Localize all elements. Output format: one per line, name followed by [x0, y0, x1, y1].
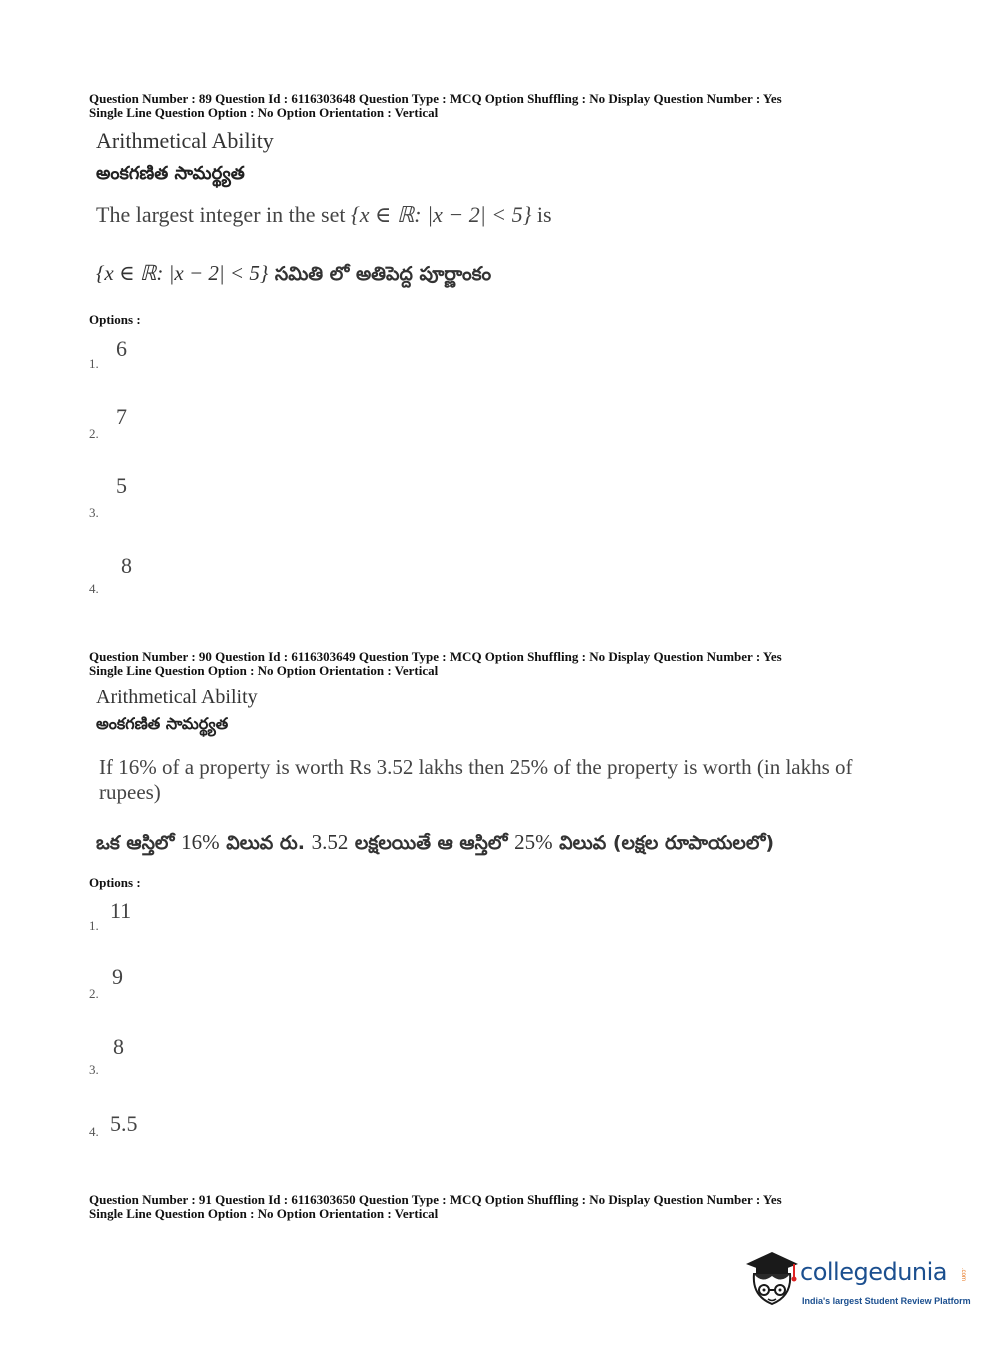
- question-90-te-part2: 16%: [181, 830, 220, 854]
- question-90-option-3[interactable]: 8: [113, 1034, 124, 1059]
- question-89-option-2[interactable]: 7: [116, 404, 127, 429]
- question-90-te-part6: 25%: [514, 830, 553, 854]
- question-90-option-2-number: 2.: [89, 986, 99, 1001]
- question-89-text-en-prefix: The largest integer in the set: [96, 202, 351, 227]
- question-89-te-set: {x ∈ ℝ: |x − 2| < 5}: [96, 261, 269, 285]
- question-89-meta-line1: Question Number : 89 Question Id : 6116303648 Question Type : MCQ Option Shuffling : No Display Question Number : Yes: [89, 91, 782, 106]
- question-90-te-part7: విలువ (లక్షల రూపాయలలో): [552, 832, 775, 854]
- question-89-set: {x ∈ ℝ: |x − 2| < 5}: [350, 202, 532, 227]
- question-90-subject-te: అంకగణిత సామర్థ్యత: [96, 714, 229, 733]
- question-89-text-te: [96, 261, 491, 290]
- question-90-subject-en: Arithmetical Ability: [96, 686, 258, 708]
- question-89-option-3[interactable]: 5: [116, 473, 127, 498]
- logo-com: .com: [960, 1268, 966, 1282]
- question-90-option-4[interactable]: 5.5: [110, 1111, 138, 1136]
- question-90-option-1-number: 1.: [89, 918, 99, 933]
- question-90-options-label: Options :: [89, 875, 141, 890]
- question-90-te-part5: లక్షలయితే ఆ ఆస్తిలో: [348, 832, 515, 854]
- question-89-subject-te: అంకగణిత సామర్థ్యత: [96, 163, 245, 184]
- question-90-meta-line2: Single Line Question Option : No Option Orientation : Vertical: [89, 663, 439, 678]
- question-91-meta: [89, 1193, 949, 1221]
- question-90-option-1[interactable]: 11: [110, 898, 132, 923]
- question-90-option-4-number: 4.: [89, 1124, 99, 1139]
- question-90-te-part1: ఒక ఆస్తిలో: [96, 832, 182, 854]
- question-89-option-1[interactable]: 6: [116, 336, 127, 361]
- logo-name: collegedunia: [800, 1258, 948, 1286]
- question-90-option-3-number: 3.: [89, 1062, 99, 1077]
- question-91-meta-line2: Single Line Question Option : No Option Orientation : Vertical: [89, 1206, 439, 1221]
- question-89-option-4[interactable]: 8: [121, 553, 132, 578]
- question-89-meta-line2: Single Line Question Option : No Option Orientation : Vertical: [89, 105, 439, 120]
- question-89-option-2-number: 2.: [89, 426, 99, 441]
- question-89-option-1-number: 1.: [89, 356, 99, 371]
- question-89-meta: [89, 92, 949, 120]
- question-89-option-4-number: 4.: [89, 581, 99, 596]
- question-90-text-en: If 16% of a property is worth Rs 3.52 lakhs then 25% of the property is worth (in lakhs of rupees): [99, 755, 853, 804]
- question-91-meta-line1: Question Number : 91 Question Id : 6116303650 Question Type : MCQ Option Shuffling : No Display Question Number : Yes: [89, 1192, 782, 1207]
- question-89-options-label: Options :: [89, 312, 141, 327]
- mascot-icon: [742, 1248, 800, 1314]
- question-89-text-en-suffix: is: [531, 202, 552, 227]
- question-89-text-en: [96, 202, 552, 228]
- question-90-meta-line1: Question Number : 90 Question Id : 6116303649 Question Type : MCQ Option Shuffling : No Display Question Number : Yes: [89, 649, 782, 664]
- question-89-te-text: సమితి లో అతిపెద్ద పూర్ణాంకం: [268, 263, 492, 285]
- question-90-te-part4: 3.52: [311, 830, 349, 854]
- question-90-te-part3: విలువ రు.: [219, 832, 312, 854]
- logo-tagline: India's largest Student Review Platform: [802, 1296, 971, 1306]
- question-89-subject-en: Arithmetical Ability: [96, 128, 274, 153]
- question-90-text-te: [96, 830, 774, 859]
- question-90-meta: [89, 650, 949, 678]
- collegedunia-logo[interactable]: [742, 1248, 972, 1318]
- question-89-option-3-number: 3.: [89, 505, 99, 520]
- question-90-option-2[interactable]: 9: [112, 964, 123, 989]
